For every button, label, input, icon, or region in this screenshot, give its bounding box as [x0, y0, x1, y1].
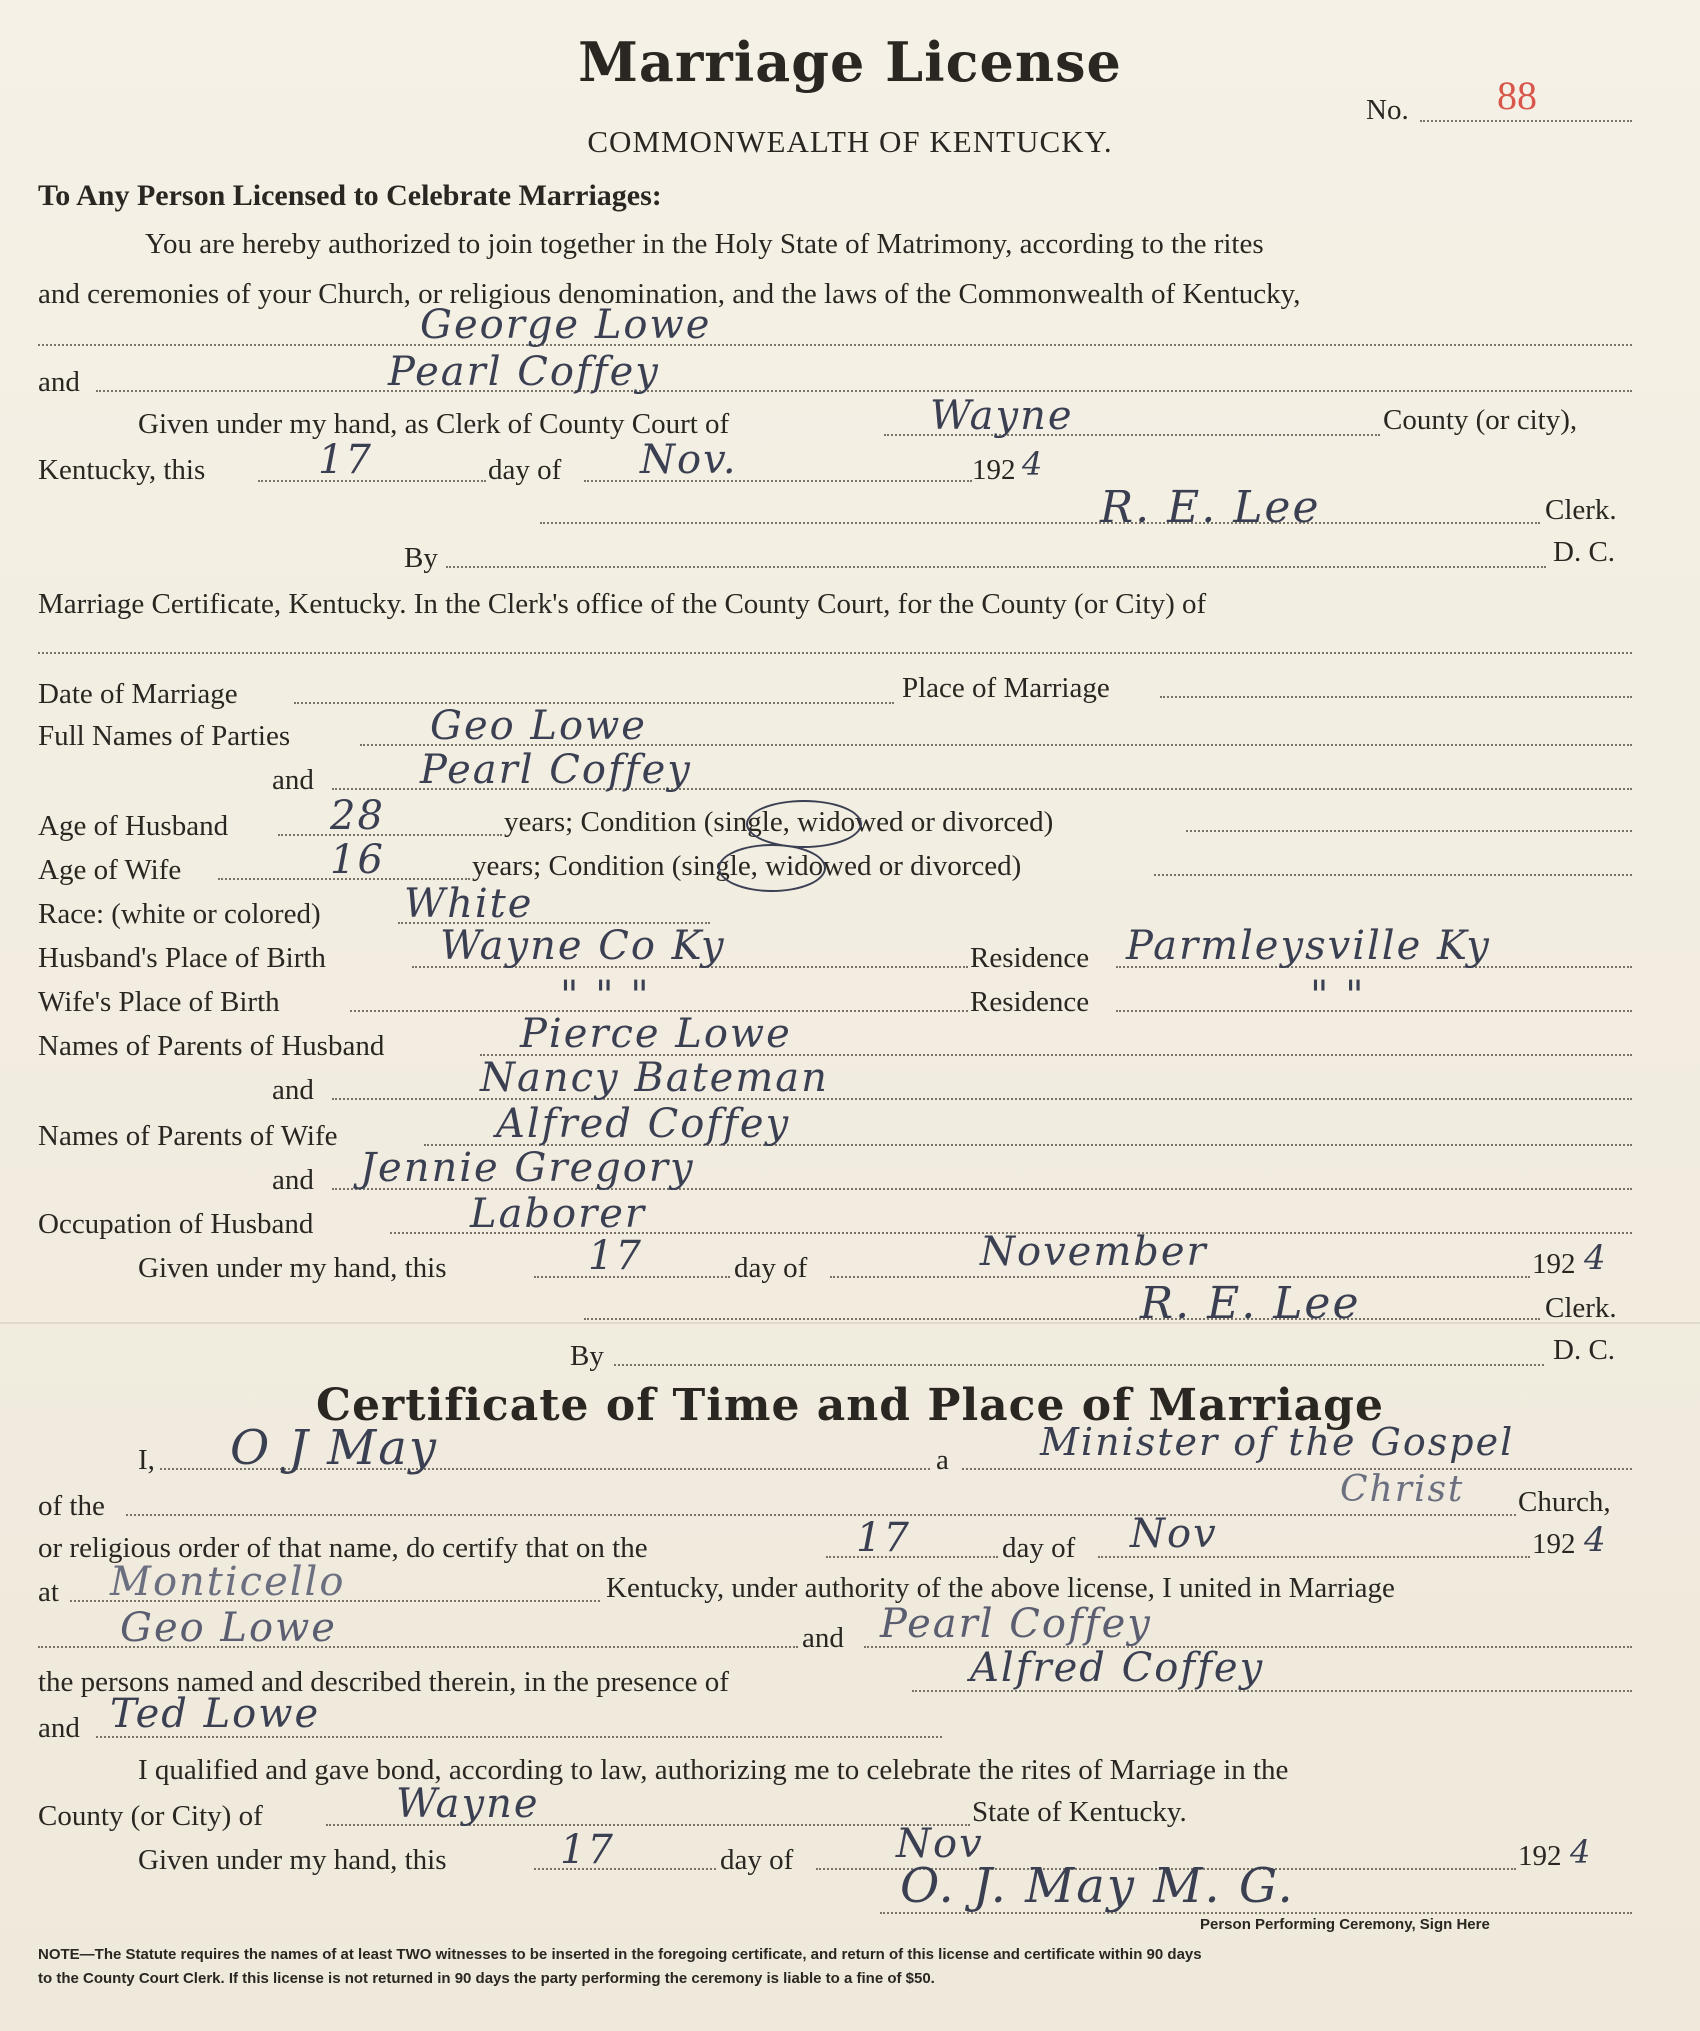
- dc-label: D. C.: [1553, 536, 1616, 568]
- a-label: a: [936, 1444, 949, 1476]
- tp-year-printed: 192: [1532, 1528, 1576, 1560]
- salutation: To Any Person Licensed to Celebrate Marriages:: [38, 179, 662, 212]
- tp-day-of-label: day of: [1002, 1532, 1076, 1564]
- role-line: [962, 1468, 1632, 1470]
- party2-name: Pearl Coffey: [420, 747, 692, 793]
- groom-line: [38, 344, 1632, 346]
- tp-county: Wayne: [396, 1781, 540, 1827]
- tp-day-line: [826, 1556, 998, 1558]
- race-label: Race: (white or colored): [38, 898, 321, 930]
- tp-year2-printed: 192: [1518, 1840, 1562, 1872]
- age-husband-line: [278, 834, 502, 836]
- license-number-label: No.: [1366, 94, 1409, 126]
- county-label: County (or city),: [1383, 404, 1578, 436]
- full-names-label: Full Names of Parties: [38, 720, 291, 752]
- deputy-line: [446, 566, 1546, 568]
- cert-clerk-signature: R. E. Lee: [1140, 1278, 1361, 1329]
- tp-party2: Pearl Coffey: [880, 1601, 1152, 1647]
- race: White: [404, 881, 534, 927]
- statute-note-line1: NOTE—The Statute requires the names of at least TWO witnesses to be inserted in the foregoing certificate, and return of this license and certificate within 90 days: [38, 1946, 1202, 1963]
- cert-clerk-line: [584, 1318, 1540, 1320]
- kentucky-this-label: Kentucky, this: [38, 454, 206, 486]
- tp-county-label: County (or City) of: [38, 1800, 263, 1832]
- wife-residence-label: Residence: [970, 986, 1090, 1018]
- witness-and-label: and: [38, 1712, 80, 1744]
- wife-condition-text: years; Condition (single, widowed or divorced): [472, 850, 1022, 882]
- county-of-line: [38, 652, 1632, 654]
- certify-text: or religious order of that name, do certify that on the: [38, 1532, 648, 1564]
- cert-day: 17: [588, 1233, 643, 1279]
- age-wife-label: Age of Wife: [38, 854, 182, 886]
- clerk-signature: R. E. Lee: [1100, 482, 1321, 533]
- date-of-marriage-label: Date of Marriage: [38, 678, 238, 710]
- husband-residence: Parmleysville Ky: [1126, 923, 1491, 969]
- parties-and-label: and: [272, 764, 314, 796]
- minister-name: O J May: [230, 1420, 438, 1476]
- bride-name: Pearl Coffey: [388, 349, 660, 395]
- clerk-signature-line: [540, 522, 1540, 524]
- license-title: Marriage License: [578, 30, 1122, 94]
- qualified-text: I qualified and gave bond, according to law, authorizing me to celebrate the rites of Marriage in the: [138, 1754, 1289, 1786]
- husband-birthplace: Wayne Co Ky: [440, 923, 726, 969]
- cert-deputy-line: [614, 1364, 1544, 1366]
- county-name: Wayne: [930, 393, 1074, 439]
- party1-name: Geo Lowe: [430, 703, 647, 749]
- cert-by-label: By: [570, 1340, 604, 1372]
- wife-birth-label: Wife's Place of Birth: [38, 986, 280, 1018]
- tp-month: Nov: [1130, 1511, 1218, 1557]
- license-subtitle: COMMONWEALTH OF KENTUCKY.: [587, 124, 1113, 159]
- occupation: Laborer: [470, 1191, 647, 1237]
- cert-given-text: Given under my hand, this: [138, 1252, 447, 1284]
- i-label: I,: [138, 1444, 155, 1476]
- wife-birthplace: " " ": [560, 973, 651, 1019]
- license-year-digit: 4: [1022, 445, 1045, 483]
- state-label: State of Kentucky.: [972, 1796, 1187, 1828]
- minister-role: Minister of the Gospel: [1040, 1420, 1515, 1464]
- husband-residence-label: Residence: [970, 942, 1090, 974]
- tp-year2-digit: 4: [1570, 1833, 1593, 1871]
- paper-fold-line: [0, 1322, 1700, 1324]
- cert-dc-label: D. C.: [1553, 1334, 1616, 1366]
- statute-note-line2: to the County Court Clerk. If this license is not returned in 90 days the party performing the ceremony is liable to a fine of $50.: [38, 1970, 935, 1987]
- cert-day-of-label: day of: [734, 1252, 808, 1284]
- parents-wife-label: Names of Parents of Wife: [38, 1120, 338, 1152]
- wife-residence-line: [1116, 1010, 1632, 1012]
- of-the-label: of the: [38, 1490, 105, 1522]
- groom-name: George Lowe: [420, 302, 712, 348]
- cert-month: November: [980, 1229, 1208, 1275]
- license-number-line: [1420, 120, 1632, 122]
- tp-month2: Nov: [896, 1821, 984, 1867]
- license-day: 17: [318, 437, 373, 483]
- age-husband: 28: [330, 793, 385, 839]
- father-of-husband: Pierce Lowe: [520, 1011, 792, 1057]
- marriage-place: Monticello: [110, 1559, 346, 1605]
- church-line: [126, 1514, 1516, 1516]
- witness2: Ted Lowe: [110, 1691, 321, 1737]
- husband-condition-line: [1186, 830, 1632, 832]
- church-name: Christ: [1340, 1469, 1465, 1510]
- occupation-label: Occupation of Husband: [38, 1208, 314, 1240]
- wife-residence: " ": [1310, 973, 1366, 1019]
- parents-wife-and-label: and: [272, 1164, 314, 1196]
- authorization-paragraph-line2: and ceremonies of your Church, or religious denomination, and the laws of the Commonwealth of Kentucky,: [38, 278, 1301, 310]
- cert-year-digit: 4: [1584, 1238, 1608, 1278]
- clerk-label: Clerk.: [1545, 494, 1617, 526]
- husband-condition-circle: [746, 800, 862, 848]
- age-wife: 16: [330, 837, 385, 883]
- day-of-label: day of: [488, 454, 562, 486]
- certificate-intro: Marriage Certificate, Kentucky. In the Clerk's office of the County Court, for the County (or City) of: [38, 588, 1207, 620]
- officiant-signature: O. J. May M. G.: [900, 1858, 1295, 1914]
- place-of-marriage-label: Place of Marriage: [902, 672, 1110, 704]
- tp-day2-of-label: day of: [720, 1844, 794, 1876]
- presence-text: the persons named and described therein, in the presence of: [38, 1666, 729, 1698]
- given-clerk-text: Given under my hand, as Clerk of County Court of: [138, 408, 730, 440]
- age-husband-label: Age of Husband: [38, 810, 229, 842]
- tp-given-text: Given under my hand, this: [138, 1844, 447, 1876]
- mother-of-wife: Jennie Gregory: [360, 1145, 695, 1191]
- witness1: Alfred Coffey: [970, 1645, 1265, 1691]
- place-of-marriage-line: [1160, 696, 1632, 698]
- signature-caption: Person Performing Ceremony, Sign Here: [1200, 1916, 1490, 1933]
- tp-day: 17: [856, 1515, 911, 1561]
- cert-year-printed: 192: [1532, 1248, 1576, 1280]
- tp-party1: Geo Lowe: [120, 1605, 337, 1651]
- tp-day2: 17: [560, 1827, 615, 1873]
- tp-and-label: and: [802, 1622, 844, 1654]
- year-printed: 192: [972, 454, 1016, 486]
- and-label: and: [38, 366, 80, 398]
- cert-clerk-label: Clerk.: [1545, 1292, 1617, 1324]
- parents-husband-label: Names of Parents of Husband: [38, 1030, 385, 1062]
- church-label: Church,: [1518, 1486, 1611, 1518]
- authorization-paragraph-line1: You are hereby authorized to join together in the Holy State of Matrimony, according to the rites: [145, 228, 1264, 260]
- bride-line: [96, 390, 1632, 392]
- by-label: By: [404, 542, 438, 574]
- wife-condition-circle: [718, 844, 826, 892]
- kentucky-authority-text: Kentucky, under authority of the above license, I united in Marriage: [606, 1572, 1395, 1604]
- time-place-title: Certificate of Time and Place of Marriage: [316, 1380, 1384, 1431]
- husband-birth-label: Husband's Place of Birth: [38, 942, 326, 974]
- license-number: 88: [1497, 73, 1537, 118]
- father-of-wife: Alfred Coffey: [496, 1101, 791, 1147]
- wife-condition-line: [1154, 874, 1632, 876]
- husband-condition-text: years; Condition (single, widowed or divorced): [504, 806, 1054, 838]
- mother-of-husband: Nancy Bateman: [480, 1055, 829, 1101]
- tp-year-digit: 4: [1584, 1520, 1608, 1560]
- parents-husband-and-label: and: [272, 1074, 314, 1106]
- license-month: Nov.: [640, 437, 738, 483]
- at-label: at: [38, 1576, 59, 1608]
